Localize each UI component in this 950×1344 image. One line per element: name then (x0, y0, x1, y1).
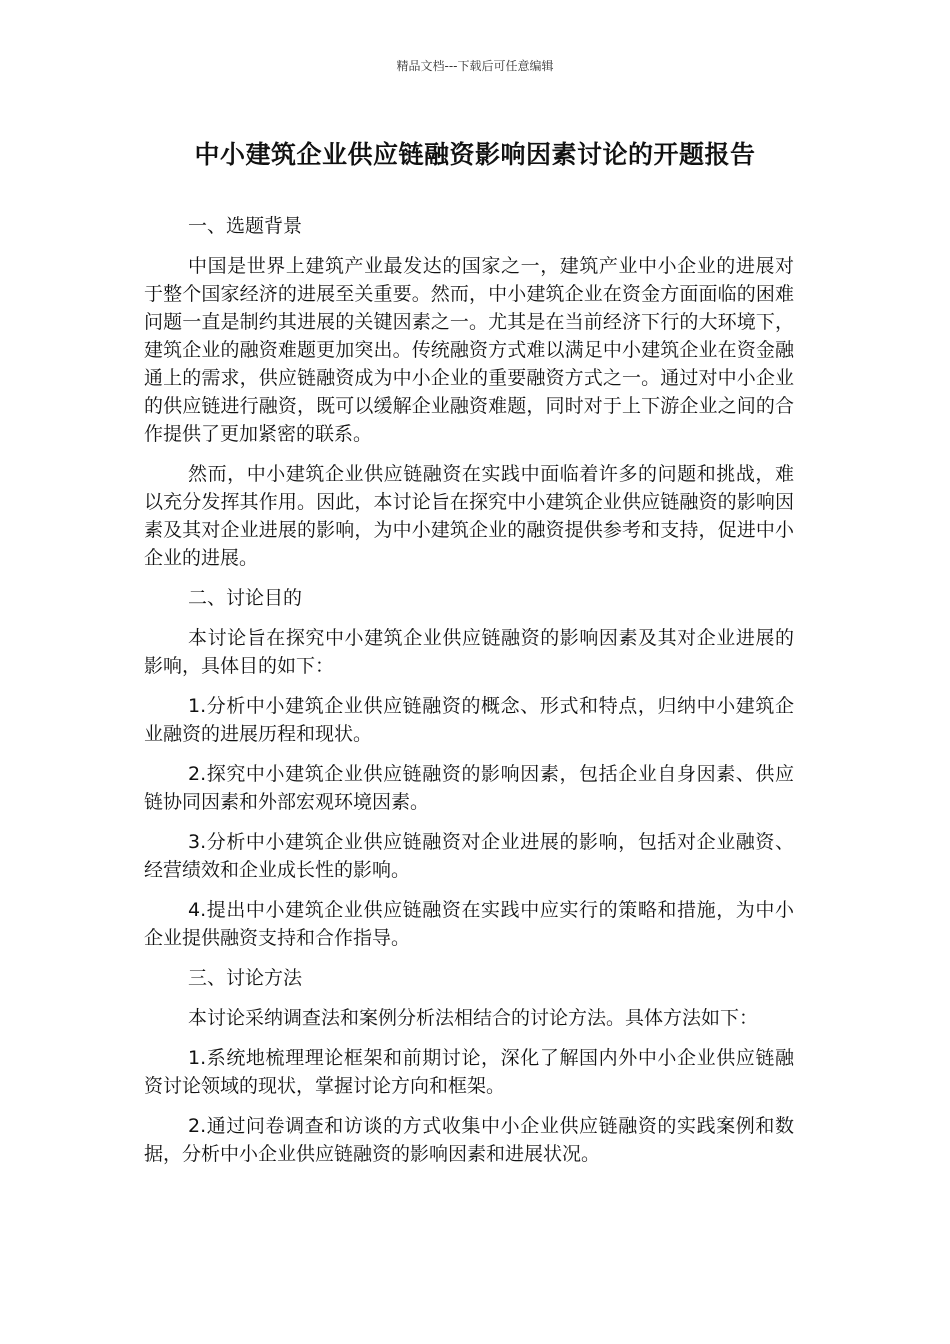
section-heading-background: 一、选题背景 (188, 215, 303, 237)
paragraph-method-intro: 本讨论采纳调查法和案例分析法相结合的讨论方法。具体方法如下： (188, 1007, 759, 1029)
document-title: 中小建筑企业供应链融资影响因素讨论的开题报告 (194, 140, 756, 169)
paragraph-background-1: 中国是世界上建筑产业最发达的国家之一，建筑产业中小企业的进展对于整个国家经济的进展至关重要。然而，中小建筑企业在资金方面面临的困难问题一直是制约其进展的关键因素之一。尤其是在当前经济下行的大环境下，建筑企业的融资难题更加突出。传统融资方式难以满足中小建筑企业在资金融通上的需求，供应链融资成为中小企业的重要融资方式之一。通过对中小企业的供应链进行融资，既可以缓解企业融资难题，同时对于上下游企业之间的合作提供了更加紧密的联系。 (144, 255, 794, 445)
paragraph-purpose-intro: 本讨论旨在探究中小建筑企业供应链融资的影响因素及其对企业进展的影响，具体目的如下： (144, 627, 794, 677)
list-item-method-2: 2.通过问卷调查和访谈的方式收集中小企业供应链融资的实践案例和数据，分析中小企业供应链融资的影响因素和进展状况。 (144, 1115, 794, 1165)
section-heading-method: 三、讨论方法 (188, 967, 303, 989)
list-item-purpose-4: 4.提出中小建筑企业供应链融资在实践中应实行的策略和措施，为中小企业提供融资支持和合作指导。 (144, 899, 794, 949)
section-heading-purpose: 二、讨论目的 (188, 587, 303, 609)
paragraph-background-2: 然而，中小建筑企业供应链融资在实践中面临着许多的问题和挑战，难以充分发挥其作用。因此，本讨论旨在探究中小建筑企业供应链融资的影响因素及其对企业进展的影响，为中小建筑企业的融资提供参考和支持，促进中小企业的进展。 (144, 463, 794, 569)
header-note: 精品文档---下载后可任意编辑 (396, 59, 554, 73)
list-item-purpose-1: 1.分析中小建筑企业供应链融资的概念、形式和特点，归纳中小建筑企业融资的进展历程和现状。 (144, 695, 794, 745)
list-item-method-1: 1.系统地梳理理论框架和前期讨论，深化了解国内外中小企业供应链融资讨论领域的现状，掌握讨论方向和框架。 (144, 1047, 794, 1097)
document-body (144, 212, 794, 1180)
list-item-purpose-3: 3.分析中小建筑企业供应链融资对企业进展的影响，包括对企业融资、经营绩效和企业成长性的影响。 (144, 831, 794, 881)
list-item-purpose-2: 2.探究中小建筑企业供应链融资的影响因素，包括企业自身因素、供应链协同因素和外部宏观环境因素。 (144, 763, 794, 813)
